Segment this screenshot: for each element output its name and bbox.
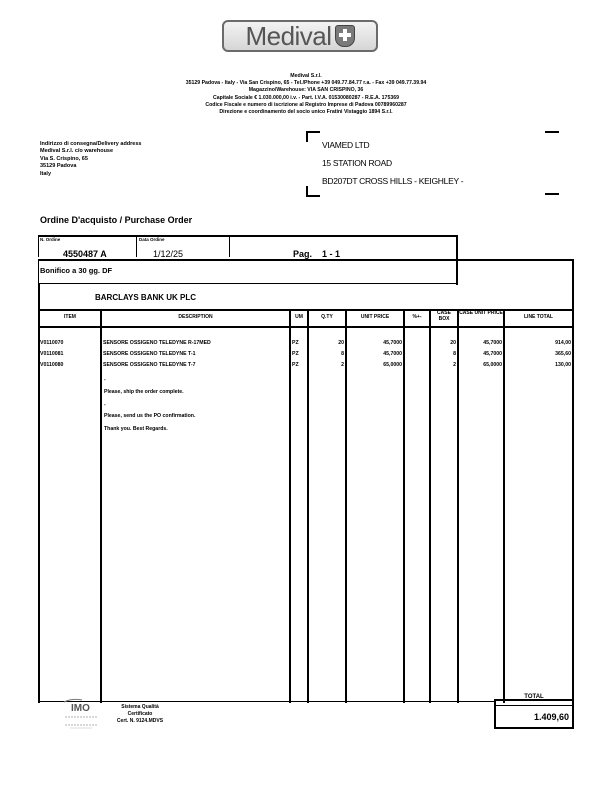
order-box-top — [38, 235, 458, 237]
col-header-description: DESCRIPTION — [178, 314, 213, 320]
note-line: - — [104, 377, 106, 383]
row-item: V0110081 — [40, 351, 64, 357]
page-label: Pag. — [293, 249, 313, 259]
total-value: 1.409,60 — [533, 712, 569, 722]
row-case-box: 2 — [453, 362, 456, 368]
row-unit-price: 45,7000 — [383, 351, 402, 357]
note-line: Please, send us the PO confirmation. — [104, 413, 196, 419]
row-qty: 2 — [341, 362, 344, 368]
order-number-label: N. Ordine — [40, 237, 61, 242]
supplier-name: VIAMED LTD — [322, 140, 370, 150]
bank-name: BARCLAYS BANK UK PLC — [95, 293, 197, 302]
order-number: 4550487 A — [63, 249, 107, 259]
logo-wordmark: Medival — [245, 21, 332, 51]
total-label: TOTAL — [524, 694, 544, 700]
supplier-city: BD207DT CROSS HILLS - KEIGHLEY - — [322, 176, 464, 186]
row-line-total: 914,00 — [555, 340, 571, 346]
page-number: 1 - 1 — [322, 249, 341, 259]
order-date-label: Data Ordine — [139, 237, 165, 242]
cert-line: Cert. N. 9124.MDVS — [116, 718, 164, 724]
table-header-bottom — [38, 326, 574, 328]
supplier-box-corner — [545, 193, 559, 197]
supplier-box-corner — [545, 131, 559, 135]
payment-terms: Bonifico a 30 gg. DF — [40, 266, 113, 275]
delivery-label: Indirizzo di consegna/Delivery address — [40, 141, 142, 147]
col-header-line-total: LINE TOTAL — [524, 314, 553, 320]
row-case-unit-price: 65,0000 — [483, 362, 502, 368]
note-line: Thank you. Best Regards. — [104, 426, 168, 432]
order-date: 1/12/25 — [153, 249, 184, 259]
delivery-line: Medival S.r.l. c/o warehouse — [40, 148, 114, 154]
note-line: Please, ship the order complete. — [104, 389, 184, 395]
row-item: V0110080 — [40, 362, 64, 368]
row-qty: 20 — [338, 340, 344, 346]
company-address: 35129 Padova - Italy - Via San Crispino, 65 - Tel./Phone +39 049.77.84.77 r.a. - Fax +39 049.77.39.94 — [185, 80, 427, 86]
company-management: Direzione e coordinamento del socio unico Fratini Vistaggio 1894 S.r.l. — [219, 109, 393, 115]
medival-logo — [222, 20, 378, 52]
row-description: SENSORE OSSIGENO TELEDYNE T-7 — [103, 362, 196, 368]
col-header-case-box: CASE BOX — [437, 310, 451, 322]
row-unit-price: 45,7000 — [383, 340, 402, 346]
supplier-box-corner — [306, 131, 320, 142]
row-case-unit-price: 45,7000 — [483, 351, 502, 357]
swiss-cross-shield-icon — [335, 25, 355, 47]
delivery-line: 35129 Padova — [40, 163, 77, 169]
row-case-box: 8 — [453, 351, 456, 357]
company-fiscal: Codice Fiscale e numero di iscrizione al Registro Imprese di Padova 00789960287 — [205, 102, 407, 108]
row-um: PZ — [292, 351, 299, 357]
row-description: SENSORE OSSIGENO TELEDYNE R-17MED — [103, 340, 211, 346]
row-qty: 8 — [341, 351, 344, 357]
company-name: Medival S.r.l. — [290, 73, 322, 79]
col-header-discount: %+- — [412, 314, 422, 320]
row-um: PZ — [292, 362, 299, 368]
company-capital: Capitale Sociale € 1.030.000,00 i.v. - Part. I.V.A. 01530080287 - R.E.A. 175369 — [212, 95, 399, 101]
supplier-box-corner — [306, 186, 320, 197]
col-header-case-unit-price: CASE UNIT PRICE — [459, 310, 503, 316]
imo-logo-text: IMO — [71, 703, 90, 714]
col-header-um: UM — [295, 314, 303, 320]
cert-line: Sistema Qualità — [121, 704, 159, 710]
row-unit-price: 65,0000 — [383, 362, 402, 368]
row-line-total: 365,60 — [555, 351, 571, 357]
row-line-total: 130,00 — [555, 362, 571, 368]
delivery-line: Via S. Crispino, 65 — [40, 156, 88, 162]
col-header-unit-price: UNIT PRICE — [360, 314, 390, 320]
delivery-line: Italy — [40, 171, 52, 177]
col-header-qty: Q.TY — [321, 314, 333, 320]
row-case-box: 20 — [450, 340, 456, 346]
cert-line: Certificato — [127, 711, 153, 717]
row-um: PZ — [292, 340, 299, 346]
note-line: - — [104, 402, 106, 408]
supplier-street: 15 STATION ROAD — [322, 158, 392, 168]
row-description: SENSORE OSSIGENO TELEDYNE T-1 — [103, 351, 196, 357]
company-warehouse: Magazzino/Warehouse: VIA SAN CRISPINO, 36 — [248, 87, 364, 93]
col-header-item: ITEM — [64, 314, 76, 320]
document-title: Ordine D'acquisto / Purchase Order — [40, 215, 193, 225]
row-item: V0110070 — [40, 340, 64, 346]
row-case-unit-price: 45,7000 — [483, 340, 502, 346]
